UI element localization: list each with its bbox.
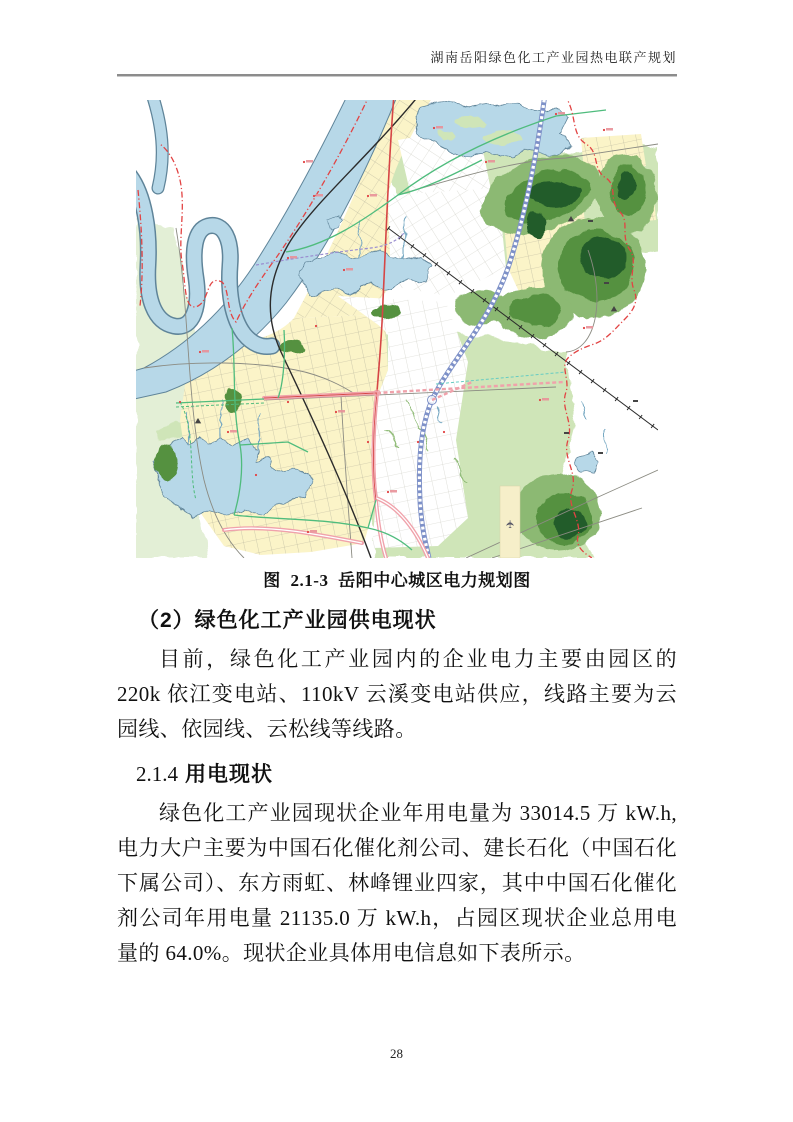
section-title: 用电现状 (185, 763, 273, 786)
paragraph-usage-status: 绿色化工产业园现状企业年用电量为 33014.5 万 kW.h,电力大户主要为中国石化催化剂公司、建长石化（中国石化下属公司）、东方雨虹、林峰锂业四家，其中中国石化催化剂公司年用电量 21135.0 万 kW.h，占园区现状企业总用电量的 64.0%。现状企业具体用电信息如下表所示。 (117, 801, 677, 965)
city-power-planning-map (136, 100, 658, 558)
page-number: 28 (390, 1046, 403, 1061)
section-number: 2.1.4 (136, 762, 178, 786)
figure-caption: 图 2.1-3 岳阳中心城区电力规划图 (263, 571, 531, 590)
paragraph-supply-status: 目前，绿色化工产业园内的企业电力主要由园区的 220k 依江变电站、110kV 云溪变电站供应，线路主要为云园线、依园线、云松线等线路。 (117, 647, 677, 741)
map-airport-symbol (500, 486, 520, 558)
section-heading-usage-status (117, 759, 677, 790)
figure-map (136, 100, 658, 558)
svg-text:✈: ✈ (504, 519, 517, 529)
section-heading-supply-status: （2）绿色化工产业园供电现状 (138, 609, 437, 632)
header-rule (117, 74, 677, 77)
running-header: 湖南岳阳绿色化工产业园热电联产规划 (430, 50, 677, 65)
